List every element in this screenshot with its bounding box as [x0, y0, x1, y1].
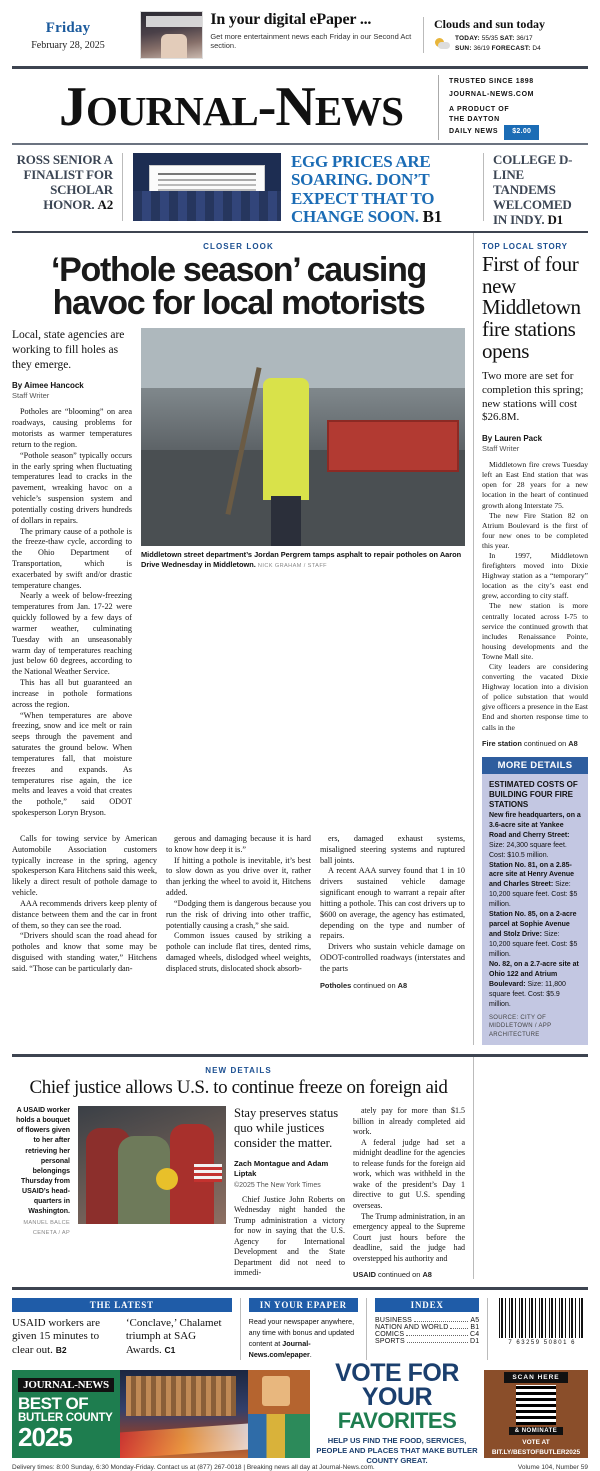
index-row[interactable]: [375, 1324, 479, 1331]
side-deck: Two more are set for completion this spring; new stations will cost $26.8M.: [482, 370, 584, 424]
barcode-block: [496, 1298, 588, 1360]
more-details-body: [482, 774, 588, 1045]
promo-right-page: D1: [547, 211, 563, 227]
promo-center[interactable]: [291, 152, 473, 227]
promo-right-text: COLLEGE D-LINE TANDEMS WELCOMED IN INDY.: [493, 152, 573, 227]
weather-headline: Clouds and sun today: [434, 17, 546, 32]
continued-page: A8: [397, 980, 408, 990]
usaid-continued[interactable]: [353, 1270, 465, 1279]
caption-text: Middletown street department’s Jordan Pergrem tamps asphalt to repair potholes on Aaron Drive Wednesday in Middletown.: [141, 550, 462, 570]
usaid-continued-text: continued on: [376, 1270, 423, 1280]
usaid-continued-label: USAID: [353, 1270, 376, 1280]
detail-item-label: Station No. 81, on a 2.85-acre site at Henry Avenue and Charles Street:: [489, 861, 575, 889]
detail-item-label: No. 82, on a 2.7-acre site at Ohio 122 and Atrium Boulevard:: [489, 960, 579, 988]
epaper-header: IN YOUR EPAPER: [249, 1298, 358, 1312]
paragraph: “Drivers should scan the road ahead for potholes and know that some may be disguised with standing water,” Hitchens said. “Those can be particularly dan-: [12, 931, 157, 973]
paragraph: Common issues caused by striking a pothole can include flat tires, dented rims, damaged wheels, dislodged wheel weights, displaced struts, dislocated shock absorb-: [166, 931, 311, 973]
usaid-story: [0, 1057, 600, 1279]
ad-vote-url[interactable]: BIT.LY/BESTOFBUTLER2025: [491, 1448, 581, 1456]
weather-block[interactable]: [423, 17, 588, 53]
usaid-worker-photo: [78, 1106, 226, 1224]
barcode-number: 7 63259 50801 6: [508, 1340, 576, 1347]
epaper-link[interactable]: Journal-News.com/epaper: [248, 1338, 311, 1359]
ad-vote-for-label: VOTE FOR: [335, 1359, 459, 1388]
newspaper-title: [12, 76, 438, 138]
product-line2: THE DAYTON: [449, 116, 500, 124]
title-n: N: [275, 76, 315, 138]
pothole-repair-photo: [141, 328, 465, 546]
lead-headline-line1: ‘Pothole season’ causing: [50, 251, 427, 289]
ad-best-of-label: BEST OF: [18, 1394, 89, 1414]
promo-right[interactable]: [484, 152, 588, 227]
weather-today-value: 55/35: [481, 35, 499, 43]
weather-forecast-page: D4: [532, 44, 541, 52]
skybox: [0, 0, 600, 64]
usaid-byline-source: ©2025 The New York Times: [234, 1181, 321, 1189]
continued-text: continued on: [351, 980, 398, 990]
latest-item[interactable]: [12, 1317, 118, 1357]
lead-column-2: [12, 834, 157, 990]
index-block: [375, 1298, 488, 1360]
date-label: February 28, 2025: [31, 39, 105, 51]
paragraph: The Trump administration, in an emergency appeal to the Supreme Court just hours before the deadline, said the judge had overstepped his authority and: [353, 1211, 465, 1263]
sun-cloud-icon: [434, 37, 450, 50]
usaid-column-2: [353, 1106, 465, 1264]
footer-delivery-info: Delivery times: 8:00 Sunday, 6:30 Monday-Friday. Contact us at (877) 267-0018 | Breaking news all day at Journal-News.com.: [12, 1464, 375, 1471]
footer-volume-info: Volume 104, Number 59: [517, 1464, 588, 1471]
index-dot-leader: [450, 1328, 468, 1329]
product-line3: DAILY NEWS: [449, 128, 499, 136]
weather-sat-label: SAT:: [499, 35, 515, 43]
main-body: [0, 233, 600, 1045]
epaper-promo-subtext: Get more entertainment news each Friday in our Second Act section.: [210, 32, 412, 50]
epaper-block: [249, 1298, 367, 1360]
paragraph: This has all but guaranteed an increase in pothole formations across the region.: [12, 678, 132, 709]
title-ews: EWS: [314, 88, 403, 134]
latest-item-text: USAID workers are given 15 minutes to clear out.: [12, 1317, 100, 1356]
more-details-box: [482, 757, 588, 1045]
paragraph: “Pothole season” typically occurs in the early spring when fluctuating temperatures lead to cracks in the pavement, wreaking havoc on a vehicle’s suspension system and potentially costing drivers hundreds of dollars in repairs.: [12, 450, 132, 525]
promo-left[interactable]: [12, 153, 122, 221]
the-latest-block: [12, 1298, 241, 1360]
lead-column-4: [320, 834, 465, 975]
paragraph: City leaders are considering converting the vacated Dixie Highway location into a division of police substation that would give officers a presence in the East End and shorten response time to calls in the: [482, 662, 588, 732]
ad-qr-panel[interactable]: [484, 1370, 588, 1458]
lead-story: [12, 233, 474, 1045]
promo-strip: [0, 145, 600, 231]
paragraph: The new Fire Station 82 on Atrium Boulevard is the first of four new ones to be completed this year.: [482, 510, 588, 550]
index-section-name: BUSINESS: [374, 1317, 412, 1325]
paragraph: Drivers who sustain vehicle damage on ODOT-controlled roadways (interstates and the parts: [320, 942, 465, 973]
epaper-body: [249, 1317, 358, 1360]
website-label[interactable]: JOURNAL-NEWS.COM: [449, 90, 535, 98]
index-page-number: B1: [470, 1324, 480, 1332]
index-page-number: A5: [470, 1317, 480, 1325]
ad-vote-panel: [310, 1359, 484, 1466]
ad-brand-label: JOURNAL-NEWS: [18, 1378, 114, 1392]
side-byline: By Lauren Pack: [482, 434, 543, 444]
paragraph: ately pay for more than $1.5 billion in already completed aid work.: [353, 1106, 465, 1137]
detail-item-label: New fire headquarters, on a 3.6-acre site at Yankee Road and Cherry Street:: [489, 811, 581, 839]
product-line1: A PRODUCT OF: [449, 106, 510, 114]
side-continued-text: continued on: [521, 738, 569, 748]
ad-county-label: BUTLER COUNTY: [18, 1412, 113, 1425]
side-body-text: [482, 460, 588, 733]
weekday-label: Friday: [45, 19, 91, 36]
epaper-thumbnail-image: [140, 11, 203, 59]
promo-center-page: B1: [422, 207, 442, 227]
index-dot-leader: [406, 1335, 468, 1336]
ad-icecream-photo: [248, 1370, 310, 1458]
usaid-kicker: NEW DETAILS: [205, 1066, 272, 1076]
index-row[interactable]: [375, 1317, 479, 1324]
side-byline-title: Staff Writer: [482, 444, 520, 454]
title-dash: -: [257, 76, 276, 138]
ad-year-label: 2025: [18, 1422, 72, 1453]
trusted-since-label: TRUSTED SINCE 1898: [449, 77, 534, 85]
more-details-header: MORE DETAILS: [482, 757, 588, 774]
masthead-info: [438, 75, 588, 140]
usaid-byline: Zach Montague and Adam Liptak: [234, 1159, 329, 1179]
paragraph: The primary cause of a pothole is the freeze-thaw cycle, according to the Ohio Department of Transportation, which is exacerbated by swift and/or drastic temperature changes.: [12, 526, 132, 590]
index-dot-leader: [414, 1321, 468, 1322]
weather-sun-label: SUN:: [455, 44, 472, 52]
continued-label: Potholes: [320, 980, 352, 990]
lead-byline: By Aimee Hancock: [12, 381, 84, 391]
price-badge: $2.00: [504, 125, 539, 139]
paragraph: A recent AAA survey found that 1 in 10 drivers sustained vehicle damage significant enough to warrant a repair after hitting a pothole. This can cost drivers up to $600 on average, the agency has estimated, depending on the type and number of repairs.: [320, 866, 465, 941]
index-section-name: NATION AND WORLD: [374, 1324, 449, 1332]
paragraph: Chief Justice John Roberts on Wednesday night handed the Trump administration a victory for now in saying that the U.S. Agency for International Development and the State Department did not need to immedi-: [234, 1194, 345, 1278]
weather-sat-value: 36/17: [516, 35, 533, 43]
promo-left-text: ROSS SENIOR A FINALIST FOR SCHOLAR HONOR.: [16, 152, 113, 212]
detail-item-value: Size: 10,200 square feet. Cost: $5 million.: [489, 931, 578, 958]
detail-item: [489, 811, 581, 861]
epaper-promo-headline: In your digital ePaper ...: [210, 11, 372, 28]
ad-city-photo: [120, 1370, 248, 1458]
latest-item-page: C1: [164, 1344, 176, 1355]
latest-item[interactable]: [126, 1317, 232, 1357]
index-section-name: COMICS: [374, 1331, 405, 1339]
epaper-pre: Read your newspaper anywhere, any time with bonus and updated content at: [248, 1317, 355, 1348]
detail-item-value: Size: 24,300 square feet. Cost: $10.5 million.: [489, 841, 567, 859]
lead-photo-caption: [141, 550, 465, 571]
more-details-list: [489, 811, 581, 1010]
the-latest-header: THE LATEST: [12, 1298, 232, 1312]
detail-item-value: Size: 10,200 square feet. Cost: $5 million.: [489, 881, 578, 909]
index-row[interactable]: [375, 1331, 479, 1338]
paragraph: “Dodging them is dangerous because you run the risk of driving into other traffic, potentially causing a crash,” she said.: [166, 898, 311, 930]
paragraph: ers, damaged exhaust systems, misaligned steering systems and ruptured ball joints.: [320, 833, 465, 865]
weather-sun-row: [455, 44, 541, 53]
latest-item-page: B2: [55, 1344, 67, 1355]
barcode-image: [499, 1298, 585, 1338]
usaid-photo-caption: [12, 1106, 70, 1279]
usaid-headline[interactable]: Chief justice allows U.S. to continue freeze on foreign aid: [29, 1077, 448, 1099]
ad-favorites-label: FAVORITES: [337, 1407, 457, 1433]
weather-sun-value: 36/19: [473, 44, 490, 52]
side-continued-label: Fire station: [482, 738, 522, 748]
epaper-post: .: [309, 1349, 312, 1359]
paragraph: Middletown fire crews Tuesday left an East End station that was open for 28 years for a new location in the heart of continued growth along Interstate 75.: [482, 460, 588, 510]
index-header: INDEX: [375, 1298, 479, 1312]
index-page-number: D1: [470, 1338, 480, 1346]
promo-left-page: A2: [97, 196, 113, 212]
qr-code-icon[interactable]: [516, 1385, 556, 1425]
paragraph: If hitting a pothole is inevitable, it’s best to slow down as you drive over it, rather than jerking the wheel to avoid it, Hitchens added.: [166, 855, 311, 898]
lead-column-3: [166, 834, 311, 990]
lead-headline[interactable]: [12, 251, 465, 322]
paragraph: Potholes are “blooming” on area roadways, causing problems for motorists as warmer temperatures return to the region.: [12, 407, 132, 449]
side-continued[interactable]: [482, 739, 588, 748]
usaid-caption-text: A USAID worker holds a bouquet of flowers given to her after retrieving her personal belongings Thursday from USAID’s head-quarters in Washington.: [15, 1107, 70, 1216]
detail-item: [489, 861, 581, 911]
latest-item-text: ‘Conclave,’ Chalamet triumph at SAG Awards.: [125, 1317, 222, 1356]
epaper-promo[interactable]: [132, 11, 423, 59]
lead-continued[interactable]: [320, 981, 465, 990]
usaid-continued-page: A8: [422, 1270, 432, 1280]
index-dot-leader: [407, 1342, 468, 1343]
paragraph: Nearly a week of below-freezing temperatures from Jan. 17-22 were quickly followed by a few days of warmer weather, culminating Tuesday with an unseasonably warm day of temperatures reaching just below 60 degrees, according to the National Weather Service.: [12, 591, 132, 677]
best-of-butler-ad[interactable]: [12, 1359, 588, 1466]
side-continued-page: A8: [568, 738, 578, 748]
ad-your-label: YOUR: [361, 1383, 433, 1412]
ad-scan-here-label: SCAN HERE: [504, 1372, 567, 1383]
detail-item: [489, 960, 581, 1010]
paragraph: The new station is more centrally located across I-75 to service the continued growth that includes Renaissance Pointe, housing developments and the Towne Mall site.: [482, 601, 588, 661]
detail-item: [489, 910, 581, 960]
weather-today-row: [455, 34, 541, 43]
date-block: [12, 20, 132, 51]
title-ournal: OURNAL: [86, 88, 258, 134]
top-local-story: [474, 233, 588, 1045]
more-details-title: ESTIMATED COSTS OF BUILDING FOUR FIRE STATIONS: [489, 779, 578, 810]
title-j: J: [59, 76, 87, 138]
lead-byline-title: Staff Writer: [12, 391, 50, 401]
lead-kicker: CLOSER LOOK: [203, 242, 274, 251]
usaid-side-spacer: [474, 1057, 588, 1279]
latest-items: [12, 1317, 232, 1357]
index-page-number: C4: [470, 1331, 480, 1339]
egg-shortage-photo: [133, 153, 281, 221]
usaid-deck: Stay preserves status quo while justices consider the matter.: [234, 1106, 339, 1151]
detail-item-label: Station No. 85, on a 2-acre parcel at Sophie Avenue and Stolz Drive:: [489, 911, 577, 939]
index-rows: [375, 1317, 479, 1345]
caption-credit: NICK GRAHAM / STAFF: [257, 563, 327, 570]
paragraph: In 1997, Middletown firefighters moved into Dixie Highway station as a “temporary” location as the city’s east end grew, according to city staff.: [482, 550, 588, 601]
side-kicker: TOP LOCAL STORY: [482, 242, 568, 251]
ad-vote-at-label: VOTE AT: [522, 1439, 550, 1447]
ad-nominate-label: & NOMINATE: [509, 1427, 564, 1435]
paragraph: AAA recommends drivers keep plenty of distance between them and the car in front of them, so they can see the road.: [12, 898, 157, 930]
masthead: [0, 69, 600, 143]
lead-headline-line2: havoc for local motorists: [52, 283, 425, 322]
usaid-caption-credit: MANUEL BALCE CENETA / AP: [23, 1219, 70, 1236]
weather-forecast-label: FORECAST:: [491, 44, 531, 52]
usaid-column-1: [234, 1195, 345, 1279]
paragraph: Calls for towing service by American Automobile Association customers typically increase in the spring, agency spokesperson Kara Hitchens said this week, likely a direct result of pothole damage to vehicle.: [12, 833, 157, 898]
detail-item-value: Size: 11,800 square feet. Cost: $5.9 million.: [489, 980, 566, 1008]
bottom-bar: [0, 1290, 600, 1360]
ad-brand-panel: [12, 1370, 120, 1458]
paragraph: A federal judge had set a midnight deadline for the agencies to release funds for the foreign aid work, which was withheld in the wake of the president’s Day 1 directive to gut U.S. spending overseas.: [353, 1137, 465, 1210]
paragraph: gerous and damaging because it is hard to know how deep it is.”: [166, 833, 311, 854]
index-row[interactable]: [375, 1338, 479, 1345]
weather-today-label: TODAY:: [455, 35, 480, 43]
page-footer: [12, 1464, 588, 1471]
lead-column-1: [12, 407, 132, 818]
index-section-name: SPORTS: [374, 1338, 405, 1346]
lead-deck: Local, state agencies are working to fill holes as they emerge.: [12, 329, 125, 371]
more-details-source: SOURCE: CITY OF MIDDLETOWN / APP ARCHITECTURE: [489, 1014, 552, 1038]
promo-center-text: EGG PRICES ARE SOARING. DON’T EXPECT THAT TO CHANGE SOON.: [291, 152, 435, 227]
side-headline[interactable]: First of four new Middletown fire stations opens: [482, 252, 581, 363]
paragraph: “When temperatures are above freezing, snow and ice melt or rain seeps through the pavement and saturates the ground below. When temperatures fall, that moisture freezes and expands. As temperatures rise again, the ice melts and leaves a void that creates the pothole,” said ODOT spokesperson Loryn Bryson.: [12, 710, 132, 818]
ad-subtext: HELP US FIND THE FOOD, SERVICES, PEOPLE AND PLACES THAT MAKE BUTLER COUNTY GREAT.: [316, 1435, 478, 1466]
